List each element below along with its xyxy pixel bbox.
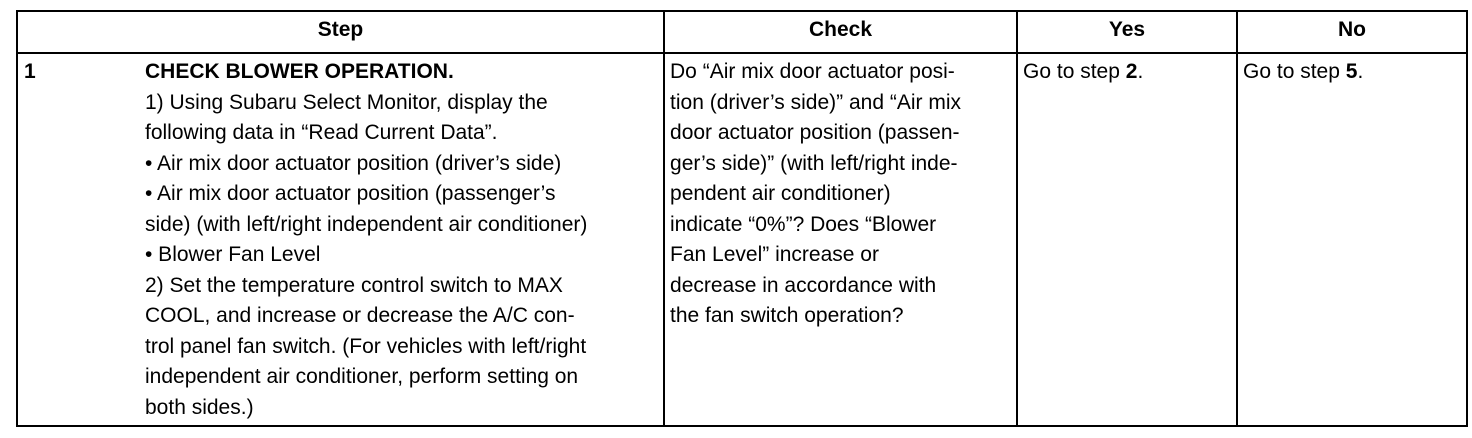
yes-action [1017,53,1237,426]
step-number: 1 [17,53,139,426]
step-line: side) (with left/right independent air conditioner) [145,212,588,236]
no-step-number: 5 [1345,60,1358,83]
step-header: Step [17,11,664,53]
check-line: the fan switch operation? [670,304,904,327]
step-line: following data in “Read Current Data”. [145,121,498,144]
check-line: pendent air conditioner) [670,182,891,205]
step-line: 2) Set the temperature control switch to MAX [145,273,563,297]
step-line: • Blower Fan Level [145,243,321,266]
yes-text [1023,57,1234,88]
header-row [17,11,1467,53]
step-line: COOL, and increase or decrease the A/C con- [145,304,575,327]
yes-suffix: . [1137,60,1144,83]
no-text [1243,57,1464,88]
step-line: trol panel fan switch. (For vehicles with left/right [145,334,587,358]
check-line: indicate “0%”? Does “Blower [670,212,937,236]
step-line: • Air mix door actuator position (passenger’s [145,182,556,205]
check-line: door actuator position (passen- [670,121,960,144]
step-procedure [139,53,664,426]
yes-step-number: 2 [1125,60,1138,83]
step-line: independent air conditioner, perform setting on [145,365,579,388]
check-question [664,53,1017,426]
no-action [1237,53,1467,426]
check-header: Check [664,11,1017,53]
step-line: both sides.) [145,395,254,419]
step-line: • Air mix door actuator position (driver’s side) [145,151,562,175]
check-line: tion (driver’s side)” and “Air mix [670,90,961,114]
check-line: Fan Level” increase or [670,243,879,266]
check-line: Do “Air mix door actuator posi- [670,60,955,83]
table-row [17,53,1467,426]
yes-header: Yes [1017,11,1237,53]
yes-prefix: Go to step [1023,60,1126,83]
no-prefix: Go to step [1243,60,1346,83]
no-suffix: . [1357,60,1364,83]
diagnostic-table [16,10,1468,427]
check-line: decrease in accordance with [670,273,937,297]
no-header: No [1237,11,1467,53]
step-line: 1) Using Subaru Select Monitor, display the [145,90,548,114]
check-line: ger’s side)” (with left/right inde- [670,151,958,175]
step-title: CHECK BLOWER OPERATION. [145,60,454,83]
